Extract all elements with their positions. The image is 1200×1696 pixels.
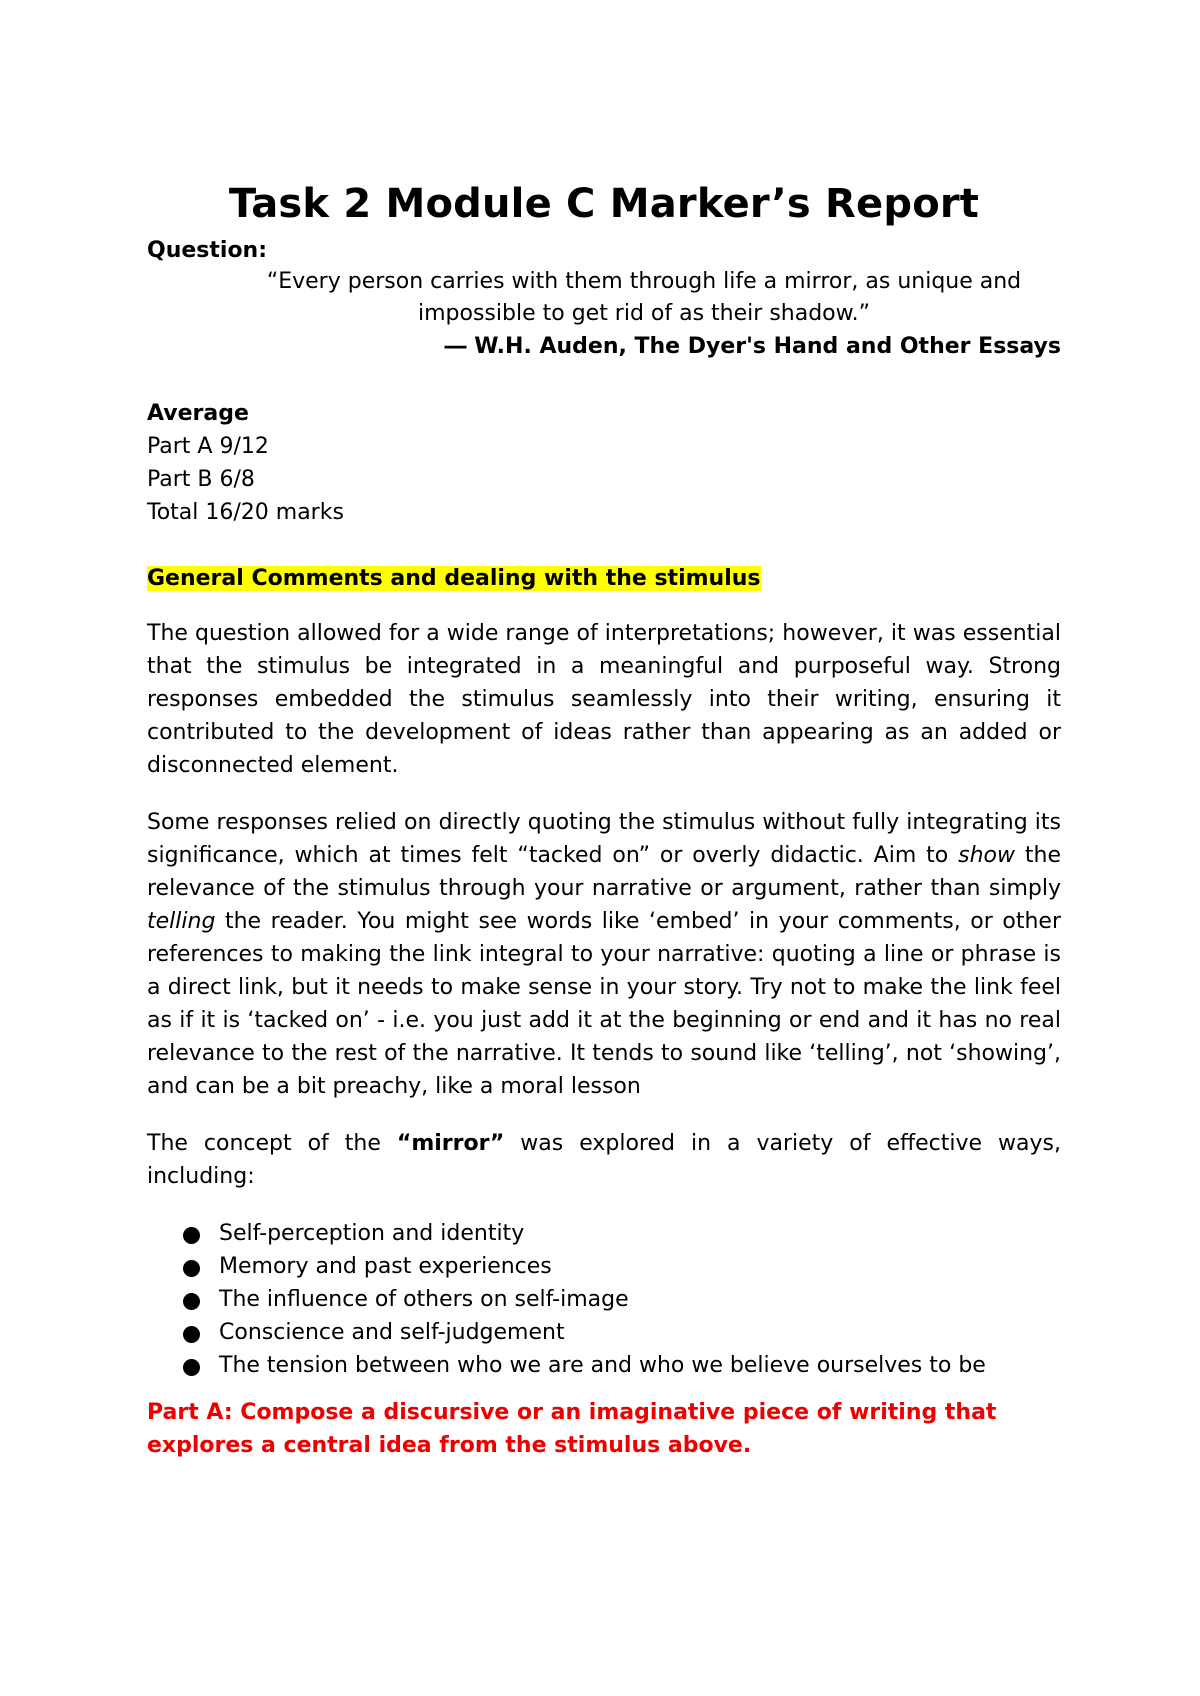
list-item [147, 1217, 1061, 1250]
bullet-icon [183, 1227, 200, 1244]
bullet-icon [183, 1326, 200, 1343]
mirror-interpretations-list [147, 1217, 1061, 1382]
page-title: Task 2 Module C Marker’s Report [228, 181, 980, 227]
paragraph-2-show: show [958, 843, 1015, 868]
paragraph-1: The question allowed for a wide range of interpretations; however, it was essential that the stimulus be integrated in a meaningful and purposeful way. Strong responses embedded the stimulus seamlessly into their writing, ensuring it contributed to the development of ideas rather than appearing as an added or disconnected element. [147, 621, 1061, 778]
list-item-text: Memory and past experiences [219, 1254, 552, 1279]
bullet-icon [183, 1293, 200, 1310]
list-item [147, 1283, 1061, 1316]
part-a-heading: Part A: Compose a discursive or an imaginative piece of writing that explores a central idea from the stimulus above. [147, 1400, 997, 1458]
paragraph-2 [147, 806, 1061, 1103]
average-part-b: Part B 6/8 [147, 467, 255, 492]
paragraph-2-telling: telling [147, 909, 216, 934]
general-comments-heading: General Comments and dealing with the stimulus [147, 566, 761, 591]
bullet-icon [183, 1359, 200, 1376]
list-item [147, 1250, 1061, 1283]
paragraph-3-mirror: “mirror” [396, 1131, 505, 1156]
paragraph-2-text-a: Some responses relied on directly quoting the stimulus without fully integrating its significance, which at times felt “tacked on” or overly didactic. Aim to [147, 810, 1061, 868]
list-item-text: The tension between who we are and who we believe ourselves to be [219, 1353, 986, 1378]
paragraph-2-text-c: the reader. You might see words like ‘embed’ in your comments, or other references to making the link integral to your narrative: quoting a line or phrase is a direct link, but it needs to make sense in your story. Try not to make the link feel as if it is ‘tacked on’ - i.e. you just add it at the beginning or end and it has no real relevance to the rest of the narrative. It tends to sound like ‘telling’, not ‘showing’, and can be a bit preachy, like a moral lesson [147, 909, 1061, 1099]
paragraph-3-text-a: The concept of the [147, 1131, 397, 1156]
quote-line-1: “Every person carries with them through life a mirror, as unique and [266, 269, 1022, 294]
bullet-icon [183, 1260, 200, 1277]
paragraph-3-text-b: was explored in a variety of effective ways, including: [147, 1131, 1061, 1189]
paragraph-3 [147, 1127, 1061, 1193]
list-item-text: Conscience and self-judgement [219, 1320, 565, 1345]
general-heading-wrap [147, 563, 1061, 595]
document-body [147, 160, 1061, 1462]
quote-line-2: impossible to get rid of as their shadow.” [418, 301, 870, 326]
spacer [147, 364, 1061, 398]
list-item-text: The influence of others on self-image [219, 1287, 629, 1312]
average-part-a: Part A 9/12 [147, 434, 269, 459]
list-item [147, 1316, 1061, 1349]
list-item-text: Self-perception and identity [219, 1221, 525, 1246]
list-item [147, 1349, 1061, 1382]
average-label: Average [147, 401, 249, 426]
quote-attribution: ― W.H. Auden, The Dyer's Hand and Other Essays [444, 334, 1061, 359]
paragraph-2-text-b: the relevance of the stimulus through your narrative or argument, rather than simply [147, 843, 1061, 901]
question-label: Question: [147, 238, 268, 263]
average-total: Total 16/20 marks [147, 500, 344, 525]
